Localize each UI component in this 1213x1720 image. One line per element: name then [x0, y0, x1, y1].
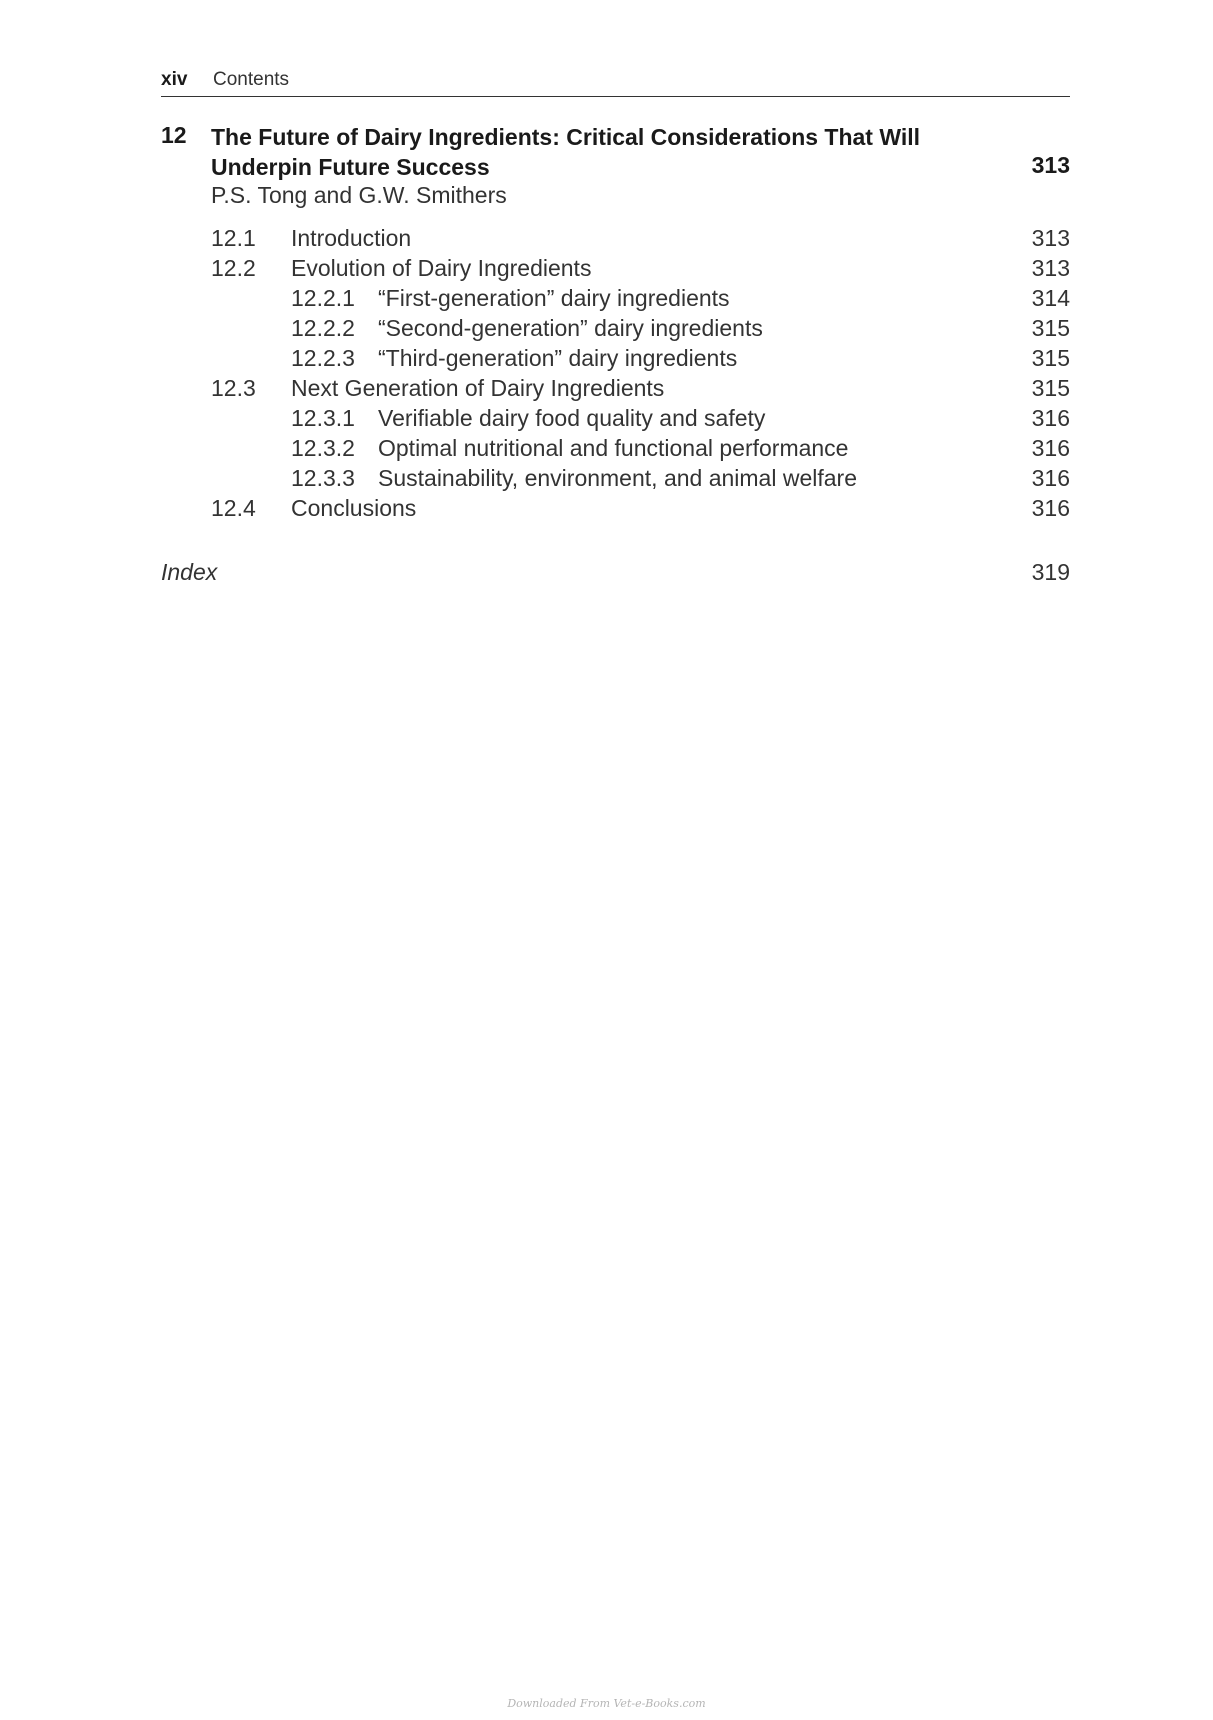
chapter-title: The Future of Dairy Ingredients: Critical Considerations That Will Underpin Future Success	[211, 124, 921, 180]
toc-entry-number: 12.3	[211, 375, 256, 401]
toc-index-entry	[161, 557, 1070, 587]
toc-entry-subsection	[161, 283, 1070, 313]
toc-entry-number: 12.3.1	[291, 405, 355, 431]
toc-entry-page: 314	[1031, 285, 1070, 311]
toc-entry-page: 315	[1031, 315, 1070, 341]
toc-entry-label: Conclusions	[291, 495, 417, 521]
toc-entry-number: 12.2.2	[291, 315, 355, 341]
toc-entry-label: “First-generation” dairy ingredients	[378, 285, 730, 311]
toc-entry-number: 12.3.3	[291, 465, 355, 491]
toc-entry-subsection	[161, 433, 1070, 463]
chapter-number: 12	[161, 122, 187, 148]
toc-entry-number: 12.2.1	[291, 285, 355, 311]
toc-entry-section	[161, 373, 1070, 403]
toc-entry-subsection	[161, 463, 1070, 493]
toc-entry-label: “Second-generation” dairy ingredients	[378, 315, 763, 341]
toc-entry-label: Introduction	[291, 225, 412, 251]
chapter-page-number: 313	[1031, 152, 1070, 178]
toc-entry-page: 316	[1031, 405, 1070, 431]
toc-entry-page: 313	[1031, 225, 1070, 251]
toc-entry-page: 315	[1031, 375, 1070, 401]
toc-entry-page: 313	[1031, 255, 1070, 281]
toc-entry-label: Optimal nutritional and functional performance	[378, 435, 849, 461]
toc-entry-section	[161, 223, 1070, 253]
toc-entry-label: Verifiable dairy food quality and safety	[378, 405, 766, 431]
toc-entry-page: 315	[1031, 345, 1070, 371]
toc-entry-page: 316	[1031, 495, 1070, 521]
index-label: Index	[161, 559, 218, 585]
download-watermark: Downloaded From Vet-e-Books.com	[507, 1697, 706, 1710]
toc-entry-section	[161, 493, 1070, 523]
toc-entry-page: 316	[1031, 465, 1070, 491]
toc-entry-number: 12.1	[211, 225, 256, 251]
toc-entry-section	[161, 253, 1070, 283]
toc-entry-label: Sustainability, environment, and animal welfare	[378, 465, 857, 491]
toc-entry-number: 12.2.3	[291, 345, 355, 371]
chapter-authors: P.S. Tong and G.W. Smithers	[211, 182, 507, 208]
running-header	[161, 66, 1070, 97]
toc-entry-label: “Third-generation” dairy ingredients	[378, 345, 738, 371]
toc-entry-subsection	[161, 313, 1070, 343]
toc-entry-subsection	[161, 343, 1070, 373]
toc-entry-number: 12.4	[211, 495, 256, 521]
toc-entry-number: 12.2	[211, 255, 256, 281]
page-number: xiv	[161, 69, 188, 90]
toc-entry-label: Evolution of Dairy Ingredients	[291, 255, 592, 281]
toc-entry-page: 316	[1031, 435, 1070, 461]
toc-entry-label: Next Generation of Dairy Ingredients	[291, 375, 665, 401]
running-header-title: Contents	[213, 69, 290, 90]
toc-entry-subsection	[161, 403, 1070, 433]
toc-entry-number: 12.3.2	[291, 435, 355, 461]
index-page-number: 319	[1031, 559, 1070, 585]
